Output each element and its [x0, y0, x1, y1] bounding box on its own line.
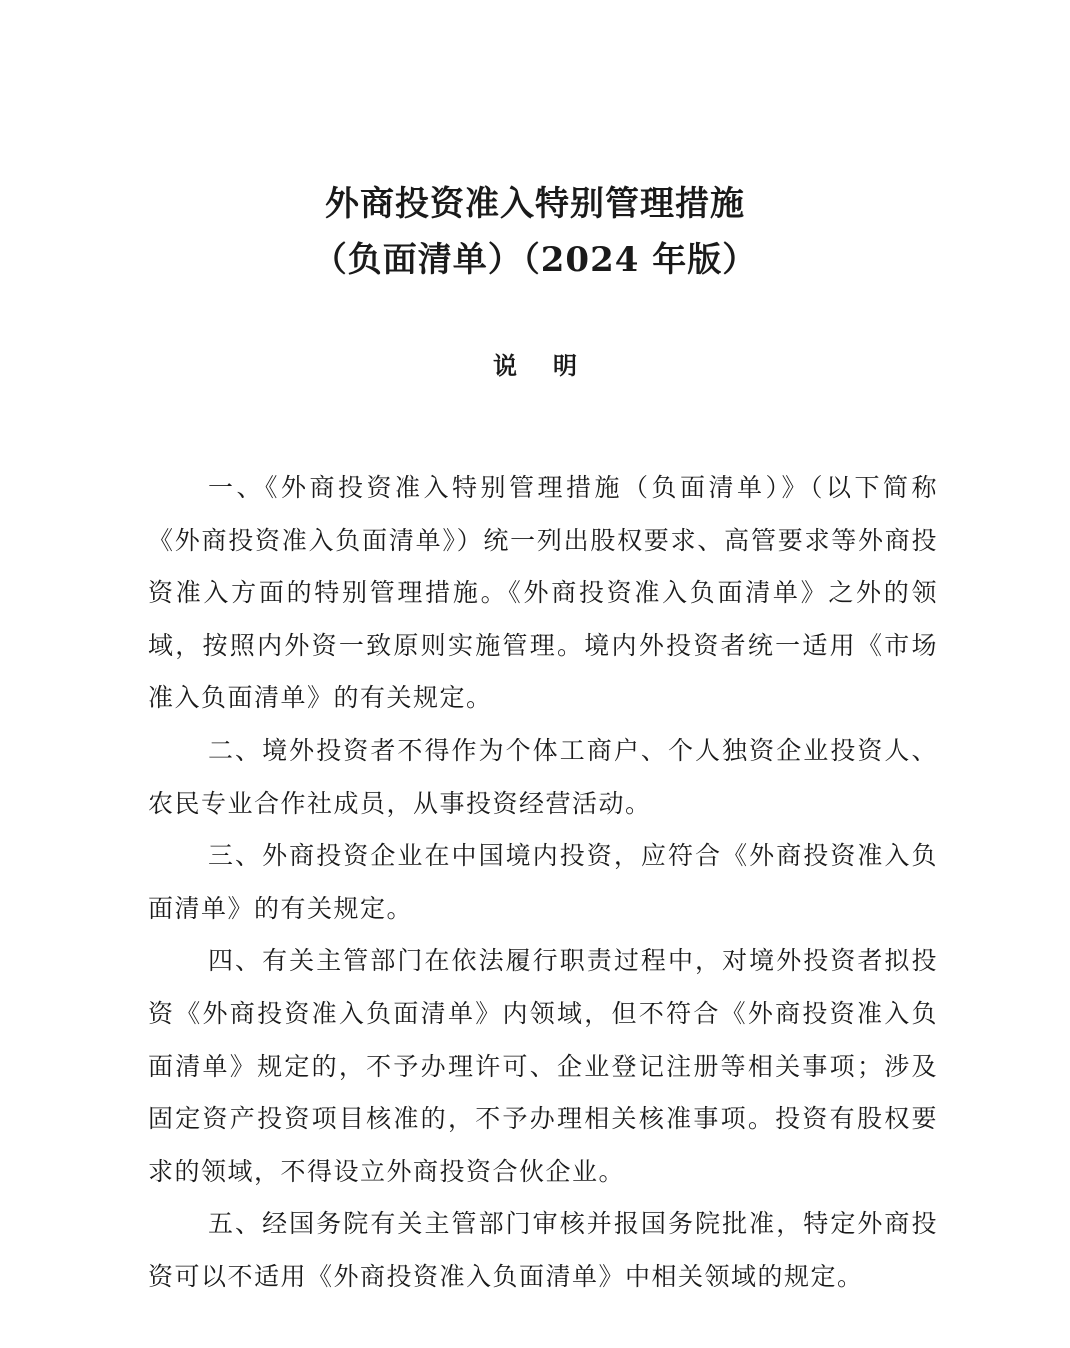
- paragraph-4: 四、有关主管部门在依法履行职责过程中，对境外投资者拟投资《外商投资准入负面清单》内领域，但不符合《外商投资准入负面清单》规定的，不予办理许可、企业登记注册等相关事项；涉及固定资产投资项目核准的，不予办理相关核准事项。投资有股权要求的领域，不得设立外商投资合伙企业。: [148, 946, 938, 1186]
- section-heading: 说明: [493, 352, 613, 380]
- paragraph-1: 一、《外商投资准入特别管理措施（负面清单）》（以下简称《外商投资准入负面清单》）统一列出股权要求、高管要求等外商投资准入方面的特别管理措施。《外商投资准入负面清单》之外的领域，按照内外资一致原则实施管理。境内外投资者统一适用《市场准入负面清单》的有关规定。: [148, 473, 938, 713]
- document-body: [148, 462, 938, 1304]
- paragraph-2: 二、境外投资者不得作为个体工商户、个人独资企业投资人、农民专业合作社成员，从事投资经营活动。: [148, 735, 938, 818]
- paragraph-3: 三、外商投资企业在中国境内投资，应符合《外商投资准入负面清单》的有关规定。: [148, 841, 938, 923]
- document-title-edition: （负面清单）（2024 年版）: [312, 240, 758, 280]
- document-title: 外商投资准入特别管理措施: [325, 184, 745, 224]
- paragraph-5: 五、经国务院有关主管部门审核并报国务院批准，特定外商投资可以不适用《外商投资准入负面清单》中相关领域的规定。: [148, 1209, 938, 1291]
